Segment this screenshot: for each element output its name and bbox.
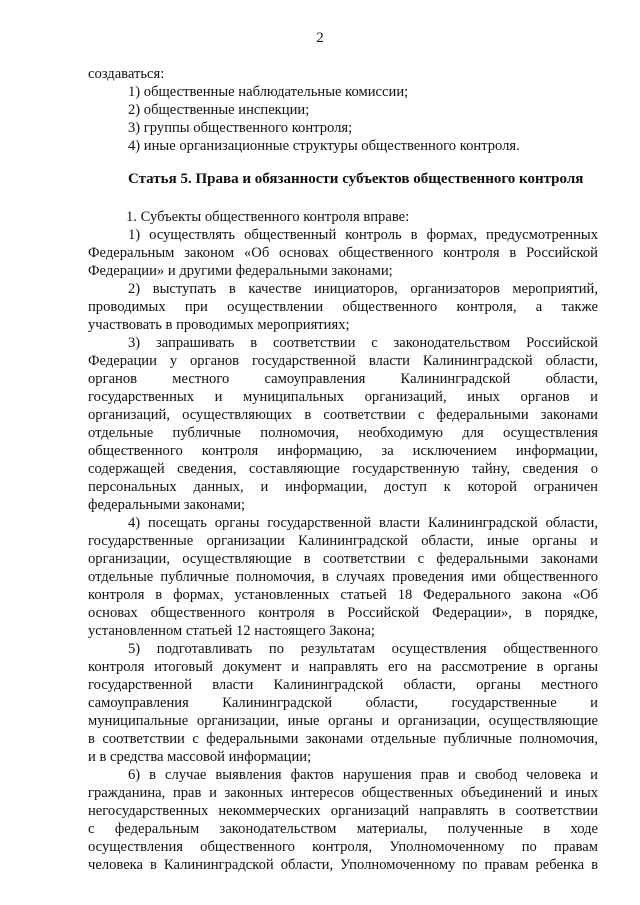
text-line: основах общественного контроля в Российской Федерации», в порядке,: [88, 605, 598, 621]
intro-line: создаваться:: [88, 66, 165, 82]
text-line: общественного контроля информацию, за исключением информации,: [88, 443, 598, 459]
text-line: содержащей сведения, составляющие государственную тайну, сведения о: [88, 461, 598, 477]
text-line: самоуправления Калининградской области, государственные и: [88, 695, 598, 711]
paragraph-intro: 1. Субъекты общественного контроля вправе:: [126, 209, 410, 225]
text-line: федеральными законами;: [88, 497, 246, 513]
text-line: персональных данных, и информации, доступ к которой ограничен: [88, 479, 598, 495]
text-line: негосударственных некоммерческих организаций направлять в соответствии: [88, 803, 598, 819]
text-line: отдельные публичные полномочия, необходимую для осуществления: [88, 425, 598, 441]
list-item: 3) группы общественного контроля;: [128, 120, 353, 136]
text-line: государственные организации Калининградской области, иные органы и: [88, 533, 598, 549]
list-item: 4) иные организационные структуры общественного контроля.: [128, 138, 520, 154]
text-line: организации, осуществляющие в соответствии с федеральными законами: [88, 551, 598, 567]
text-line: Федеральным законом «Об основах общественного контроля в Российской: [88, 245, 598, 261]
text-line: Федерации» и другими федеральными законами;: [88, 263, 393, 279]
article-heading: Статья 5. Права и обязанности субъектов общественного контроля: [128, 171, 584, 187]
text-line: Федерации у органов государственной власти Калининградской области,: [88, 353, 598, 369]
text-line: осуществления общественного контроля, Уполномоченному по правам: [88, 839, 598, 855]
list-item: 1) общественные наблюдательные комиссии;: [128, 84, 409, 100]
text-line: контроля итоговый документ и направлять его на рассмотрение в органы: [88, 659, 598, 675]
text-line: организаций, осуществляющих в соответствии с федеральными законами: [88, 407, 598, 423]
text-line: государственных и муниципальных организаций, иных органов и: [88, 389, 598, 405]
text-line: установленном статьей 12 настоящего Закона;: [88, 623, 375, 639]
text-line: отдельные публичные полномочия, в случаях проведения ими общественного: [88, 569, 598, 585]
text-line: 3) запрашивать в соответствии с законодательством Российской: [128, 335, 598, 351]
text-line: контроля в формах, установленных статьей 18 Федерального закона «Об: [88, 587, 598, 603]
text-line: 1) осуществлять общественный контроль в формах, предусмотренных: [128, 227, 598, 243]
text-line: в соответствии с федеральными законами отдельные публичные полномочия,: [88, 731, 598, 747]
text-line: с федеральным законодательством материалы, полученные в ходе: [88, 821, 598, 837]
text-line: проводимых при осуществлении общественного контроля, а также: [88, 299, 598, 315]
page-number: 2: [316, 30, 324, 46]
text-line: гражданина, прав и законных интересов общественных объединений и иных: [88, 785, 598, 801]
text-line: 5) подготавливать по результатам осуществления общественного: [128, 641, 598, 657]
text-line: 2) выступать в качестве инициаторов, организаторов мероприятий,: [128, 281, 598, 297]
list-item: 2) общественные инспекции;: [128, 102, 310, 118]
text-line: 6) в случае выявления фактов нарушения прав и свобод человека и: [128, 767, 598, 783]
text-line: муниципальные организации, иные органы и организации, осуществляющие: [88, 713, 598, 729]
text-line: участвовать в проводимых мероприятиях;: [88, 317, 350, 333]
text-line: государственной власти Калининградской области, органы местного: [88, 677, 598, 693]
text-line: и в средства массовой информации;: [88, 749, 312, 765]
text-line: человека в Калининградской области, Уполномоченному по правам ребенка в: [88, 857, 598, 873]
text-line: 4) посещать органы государственной власти Калининградской области,: [128, 515, 598, 531]
text-line: органов местного самоуправления Калининградской области,: [88, 371, 598, 387]
